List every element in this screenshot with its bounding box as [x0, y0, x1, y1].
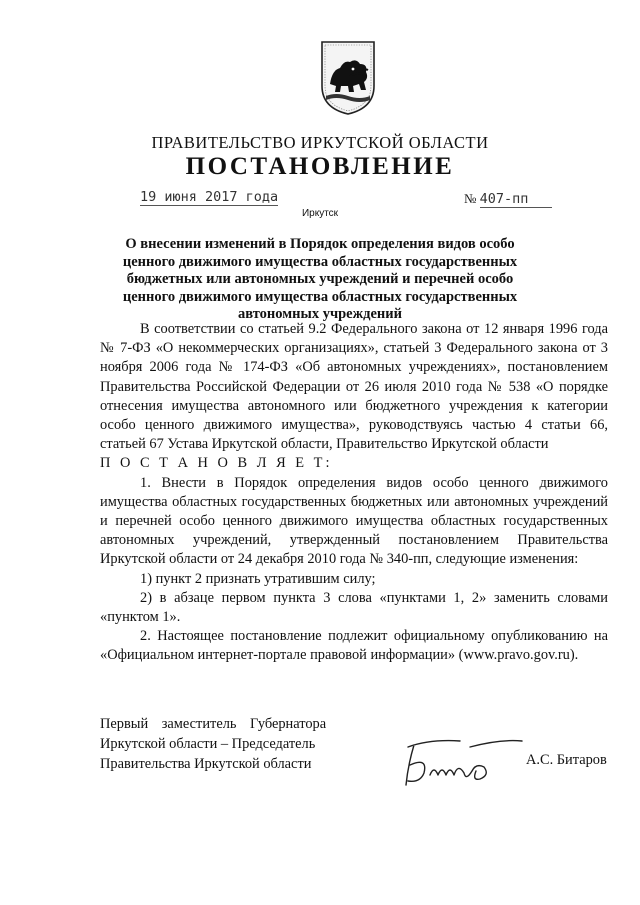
handwritten-signature [400, 735, 525, 790]
document-city: Иркутск [301, 208, 339, 219]
item-paragraph: 2) в абзаце первом пункта 3 слова «пунктами 1, 2» заменить словами «пунктом 1». [100, 589, 608, 626]
signatory-name: А.С. Битаров [526, 752, 607, 768]
item-paragraph: 1. Внести в Порядок определения видов особо ценного движимого имущества областных государственных бюджетных или автономных учреждений и перечней особо ценного движимого имущества областных государственных автономных учреждений, утвержденный постановлением Правительства Иркутской области от 24 декабря 2010 года № 340-пп, следующие изменения: [100, 474, 608, 568]
organization-name: ПРАВИТЕЛЬСТВО ИРКУТСКОЙ ОБЛАСТИ [151, 133, 489, 152]
decree-word: П О С Т А Н О В Л Я Е Т: [100, 455, 333, 472]
document-type: ПОСТАНОВЛЕНИЕ [185, 153, 455, 180]
document-date: 19 июня 2017 года [140, 189, 279, 205]
item-paragraph: 1) пункт 2 признать утратившим силу; [140, 570, 376, 587]
signatory-position [100, 714, 326, 774]
preamble-paragraph: В соответствии со статьей 9.2 Федерального закона от 12 января 1996 года № 7-ФЗ «О некоммерческих организациях», статьей 3 Федерального закона от 3 ноября 2006 года № 174-ФЗ «Об автономных учреждениях», постановлением Правительства Российской Федерации от 26 июля 2010 года № 538 «О порядке отнесения имущества автономного или бюджетного учреждения к категории особо ценного движимого имущества», руководствуясь частью 4 статьи 66, статьей 67 Устава Иркутской области, Правительство Иркутской области [100, 321, 608, 453]
item-paragraph: 2. Настоящее постановление подлежит официальному опубликованию на «Официальном интернет-портале правовой информации» (www.pravo.gov.ru). [100, 628, 608, 664]
document-number-value: 407-пп [480, 191, 552, 208]
signatory-position-line: Первый заместитель Губернатора [100, 716, 327, 732]
document-title: О внесении изменений в Порядок определения видов особо ценного движимого имущества областных государственных бюджетных или автономных учреждений и перечней особо ценного движимого имущества областных государственных автономных учреждений [122, 236, 518, 322]
number-sign: № [464, 191, 477, 206]
document-body [100, 320, 608, 666]
signatory-position-line: Правительства Иркутской области [100, 756, 312, 772]
document-number [464, 191, 552, 208]
signatory-position-line: Иркутской области – Председатель [100, 736, 316, 752]
irkutsk-coat-of-arms-icon [320, 40, 376, 116]
